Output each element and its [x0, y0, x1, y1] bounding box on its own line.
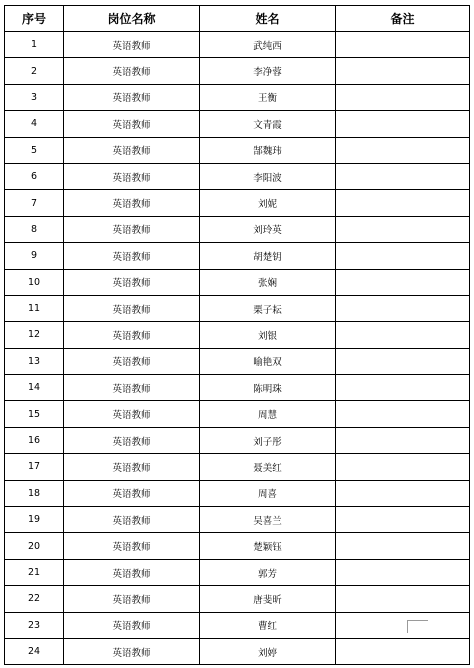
- cell-position: 英语教师: [64, 322, 200, 348]
- table-row: [5, 533, 470, 559]
- cell-note: [336, 269, 470, 295]
- header-position: 岗位名称: [64, 6, 200, 32]
- cell-name: 张娴: [200, 269, 336, 295]
- cell-position: 英语教师: [64, 375, 200, 401]
- cell-position: 英语教师: [64, 559, 200, 585]
- cell-index: 4: [5, 111, 64, 137]
- cell-note: [336, 638, 470, 664]
- cell-index: 2: [5, 58, 64, 84]
- cell-index: 11: [5, 295, 64, 321]
- cell-index: 5: [5, 137, 64, 163]
- table-row: [5, 32, 470, 58]
- cell-name: 刘玲英: [200, 216, 336, 242]
- table-body: [5, 32, 470, 665]
- cell-index: 21: [5, 559, 64, 585]
- cell-index: 22: [5, 586, 64, 612]
- table-row: [5, 322, 470, 348]
- cell-name: 唐斐昕: [200, 586, 336, 612]
- cell-name: 陈明珠: [200, 375, 336, 401]
- cell-note: [336, 375, 470, 401]
- cell-name: 栗子耘: [200, 295, 336, 321]
- cell-index: 13: [5, 348, 64, 374]
- cell-position: 英语教师: [64, 480, 200, 506]
- cell-name: 喻艳双: [200, 348, 336, 374]
- cell-name: 吴喜兰: [200, 507, 336, 533]
- header-note: 备注: [336, 6, 470, 32]
- cell-index: 24: [5, 638, 64, 664]
- cell-position: 英语教师: [64, 111, 200, 137]
- cell-position: 英语教师: [64, 243, 200, 269]
- staff-roster-table: [4, 5, 470, 665]
- cell-note: [336, 216, 470, 242]
- cell-index: 8: [5, 216, 64, 242]
- cell-name: 郜魏玮: [200, 137, 336, 163]
- cell-name: 楚颖钰: [200, 533, 336, 559]
- cell-position: 英语教师: [64, 507, 200, 533]
- cell-name: 周慧: [200, 401, 336, 427]
- table-row: [5, 638, 470, 664]
- cell-note: [336, 137, 470, 163]
- cell-position: 英语教师: [64, 454, 200, 480]
- cell-index: 9: [5, 243, 64, 269]
- cell-note: [336, 32, 470, 58]
- cell-name: 刘子彤: [200, 427, 336, 453]
- table-row: [5, 507, 470, 533]
- cell-name: 刘婷: [200, 638, 336, 664]
- cell-index: 6: [5, 163, 64, 189]
- cell-note: [336, 111, 470, 137]
- cell-note: [336, 84, 470, 110]
- cell-index: 16: [5, 427, 64, 453]
- table-row: [5, 480, 470, 506]
- cell-note: [336, 427, 470, 453]
- cell-note: [336, 586, 470, 612]
- cell-position: 英语教师: [64, 216, 200, 242]
- cell-name: 周喜: [200, 480, 336, 506]
- table-row: [5, 58, 470, 84]
- table-row: [5, 84, 470, 110]
- header-index: 序号: [5, 6, 64, 32]
- cell-note: [336, 480, 470, 506]
- cell-note: [336, 348, 470, 374]
- cell-position: 英语教师: [64, 295, 200, 321]
- cell-name: 文青霞: [200, 111, 336, 137]
- cell-index: 20: [5, 533, 64, 559]
- cell-position: 英语教师: [64, 612, 200, 638]
- cell-position: 英语教师: [64, 638, 200, 664]
- cell-index: 15: [5, 401, 64, 427]
- cell-position: 英语教师: [64, 58, 200, 84]
- table-row: [5, 559, 470, 585]
- table-row: [5, 243, 470, 269]
- cell-position: 英语教师: [64, 163, 200, 189]
- table-row: [5, 612, 470, 638]
- table-row: [5, 348, 470, 374]
- cell-position: 英语教师: [64, 190, 200, 216]
- cell-name: 胡楚钥: [200, 243, 336, 269]
- cell-note: [336, 243, 470, 269]
- cell-index: 19: [5, 507, 64, 533]
- cell-index: 18: [5, 480, 64, 506]
- cell-note: [336, 190, 470, 216]
- cell-note: [336, 295, 470, 321]
- cell-index: 23: [5, 612, 64, 638]
- cell-name: 刘妮: [200, 190, 336, 216]
- cell-name: 王衡: [200, 84, 336, 110]
- cell-note: [336, 559, 470, 585]
- cell-position: 英语教师: [64, 137, 200, 163]
- cell-index: 12: [5, 322, 64, 348]
- cell-note: [336, 163, 470, 189]
- table-row: [5, 427, 470, 453]
- cell-name: 武纯西: [200, 32, 336, 58]
- cell-note: [336, 533, 470, 559]
- header-name: 姓名: [200, 6, 336, 32]
- cell-note: [336, 58, 470, 84]
- cell-name: 曹红: [200, 612, 336, 638]
- table-row: [5, 137, 470, 163]
- cell-note: [336, 401, 470, 427]
- cell-position: 英语教师: [64, 32, 200, 58]
- table-row: [5, 586, 470, 612]
- cell-position: 英语教师: [64, 269, 200, 295]
- cell-position: 英语教师: [64, 348, 200, 374]
- table-row: [5, 163, 470, 189]
- cell-position: 英语教师: [64, 84, 200, 110]
- table-row: [5, 454, 470, 480]
- cell-note: [336, 507, 470, 533]
- table-header-row: [5, 6, 470, 32]
- table-row: [5, 216, 470, 242]
- cell-index: 17: [5, 454, 64, 480]
- cell-name: 刘银: [200, 322, 336, 348]
- table-row: [5, 111, 470, 137]
- cell-position: 英语教师: [64, 586, 200, 612]
- cell-note: [336, 612, 470, 638]
- cell-index: 10: [5, 269, 64, 295]
- cell-note: [336, 454, 470, 480]
- table-row: [5, 295, 470, 321]
- cell-name: 李阳波: [200, 163, 336, 189]
- table-row: [5, 401, 470, 427]
- table-row: [5, 269, 470, 295]
- cell-index: 7: [5, 190, 64, 216]
- cell-name: 李净蓉: [200, 58, 336, 84]
- table-row: [5, 375, 470, 401]
- cell-position: 英语教师: [64, 533, 200, 559]
- table-row: [5, 190, 470, 216]
- cell-position: 英语教师: [64, 401, 200, 427]
- cell-note: [336, 322, 470, 348]
- cell-name: 郭芳: [200, 559, 336, 585]
- cell-index: 3: [5, 84, 64, 110]
- cell-index: 1: [5, 32, 64, 58]
- cell-name: 聂美红: [200, 454, 336, 480]
- cell-index: 14: [5, 375, 64, 401]
- cell-position: 英语教师: [64, 427, 200, 453]
